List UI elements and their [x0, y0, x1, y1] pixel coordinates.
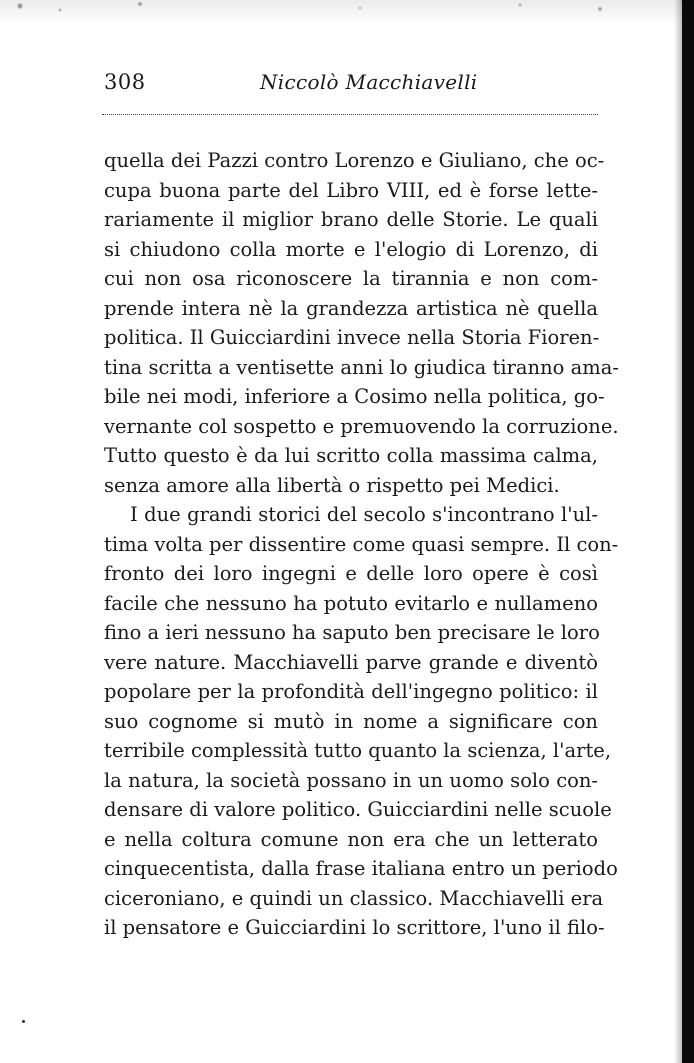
text-line: cui non osa riconoscere la tirannia e non com-	[104, 267, 598, 290]
text-line: popolare per la profondità dell'ingegno politico: il	[104, 680, 598, 703]
margin-speck	[22, 1020, 25, 1023]
text-line: tina scritta a ventisette anni lo giudica tiranno ama-	[104, 355, 619, 379]
text-line: facile che nessuno ha potuto evitarlo e nullameno	[104, 591, 598, 615]
binding-shadow	[674, 0, 682, 1063]
binding-edge	[682, 0, 694, 1063]
text-line: fronto dei loro ingegni e delle loro opere è così	[104, 562, 598, 585]
text-line: il pensatore e Guicciardini lo scrittore, l'uno il filo-	[104, 916, 605, 939]
text-line: la natura, la società possano in un uomo solo con-	[104, 768, 598, 792]
text-line: vere nature. Macchiavelli parve grande e diventò	[104, 650, 598, 674]
scan-noise-top	[0, 0, 694, 24]
text-line: cupa buona parte del Libro VIII, ed è forse lette-	[104, 178, 598, 202]
text-line: terribile complessità tutto quanto la scienza, l'arte,	[104, 739, 612, 762]
text-line: fino a ieri nessuno ha saputo ben precisare le loro	[104, 621, 600, 644]
text-line: rariamente il miglior brano delle Storie. Le quali	[104, 208, 598, 231]
text-line: bile nei modi, inferiore a Cosimo nella politica, go-	[104, 385, 605, 408]
text-line: I due grandi storici del secolo s'incontrano l'ul-	[130, 503, 598, 526]
text-line: tima volta per dissentire come quasi sempre. Il con-	[104, 532, 619, 556]
text-line: ciceroniano, e quindi un classico. Macchiavelli era	[104, 886, 604, 910]
text-line: Tutto questo è da lui scritto colla massima calma,	[104, 444, 598, 467]
text-line: prende intera nè la grandezza artistica nè quella	[104, 296, 598, 320]
header-rule	[102, 114, 598, 115]
running-head: Niccolò Macchiavelli	[260, 70, 478, 94]
page-header	[104, 70, 596, 106]
text-line: quella dei Pazzi contro Lorenzo e Giuliano, che oc-	[104, 149, 605, 172]
page-number: 308	[104, 70, 146, 94]
text-line: densare di valore politico. Guicciardini nelle scuole	[104, 798, 612, 821]
text-line: senza amore alla libertà o rispetto pei Medici.	[104, 473, 560, 497]
text-line: si chiudono colla morte e l'elogio di Lorenzo, di	[104, 237, 598, 261]
text-line: vernante col sospetto e premuovendo la corruzione.	[104, 414, 619, 438]
text-line: suo cognome si mutò in nome a significare con	[104, 709, 598, 733]
text-line: politica. Il Guicciardini invece nella Storia Fioren-	[104, 326, 600, 349]
body-text	[104, 146, 619, 943]
text-line: e nella coltura comune non era che un letterato	[104, 827, 598, 851]
text-line: cinquecentista, dalla frase italiana entro un periodo	[104, 857, 618, 880]
